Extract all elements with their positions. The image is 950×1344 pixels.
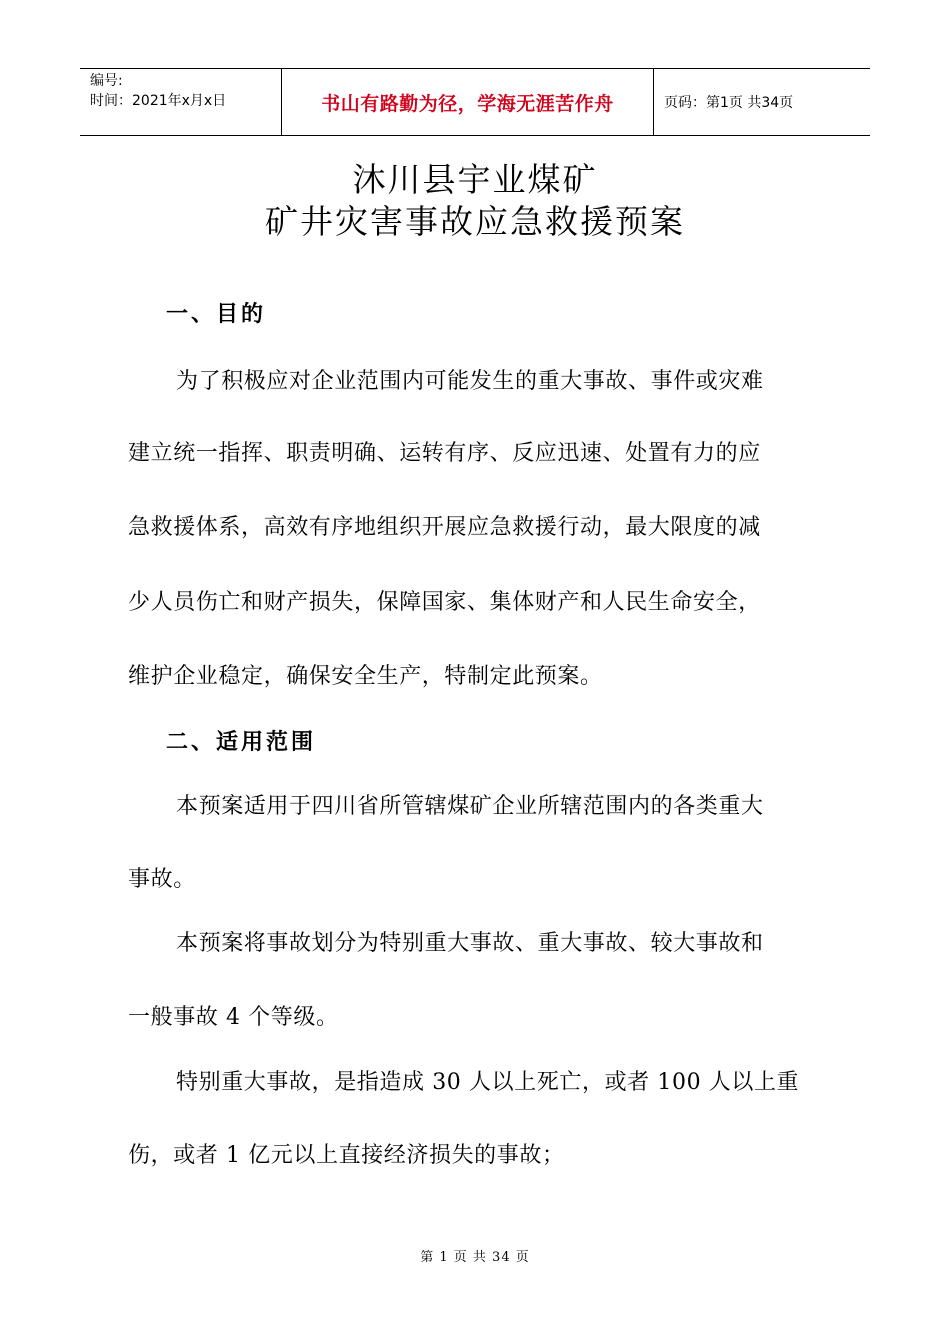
time-label: 时间：2021年x月x日 xyxy=(90,93,227,109)
paragraph-line: 为了积极应对企业范围内可能发生的重大事故、事件或灾难 xyxy=(176,369,764,394)
section-heading-scope: 二、适用范围 xyxy=(166,730,317,755)
header-page-info: 页码：第1页 共34页 xyxy=(664,95,794,111)
document-header xyxy=(80,68,870,136)
paragraph-line: 建立统一指挥、职责明确、运转有序、反应迅速、处置有力的应 xyxy=(128,441,761,466)
header-motto: 书山有路勤为径，学海无涯苦作舟 xyxy=(282,69,654,135)
paragraph-line: 维护企业稳定，确保安全生产，特制定此预案。 xyxy=(128,664,603,689)
document-title-line1: 沐川县宇业煤矿 xyxy=(352,160,598,199)
document-title-line2: 矿井灾害事故应急救援预案 xyxy=(265,202,685,241)
paragraph-line: 一般事故 4 个等级。 xyxy=(128,1005,339,1030)
number-label: 编号: xyxy=(90,73,123,89)
header-meta xyxy=(80,69,282,135)
paragraph-line: 少人员伤亡和财产损失，保障国家、集体财产和人民生命安全， xyxy=(128,590,761,615)
paragraph-line: 事故。 xyxy=(128,867,196,892)
paragraph-line: 本预案适用于四川省所管辖煤矿企业所辖范围内的各类重大 xyxy=(176,794,764,819)
paragraph-line: 急救援体系，高效有序地组织开展应急救援行动，最大限度的减 xyxy=(128,515,761,540)
page-footer: 第 1 页 共 34 页 xyxy=(420,1250,530,1265)
paragraph-line: 伤，或者 1 亿元以上直接经济损失的事故； xyxy=(128,1143,565,1168)
paragraph-line: 本预案将事故划分为特别重大事故、重大事故、较大事故和 xyxy=(176,931,764,956)
section-heading-purpose: 一、目的 xyxy=(166,302,267,327)
paragraph-line: 特别重大事故，是指造成 30 人以上死亡，或者 100 人以上重 xyxy=(176,1070,800,1095)
